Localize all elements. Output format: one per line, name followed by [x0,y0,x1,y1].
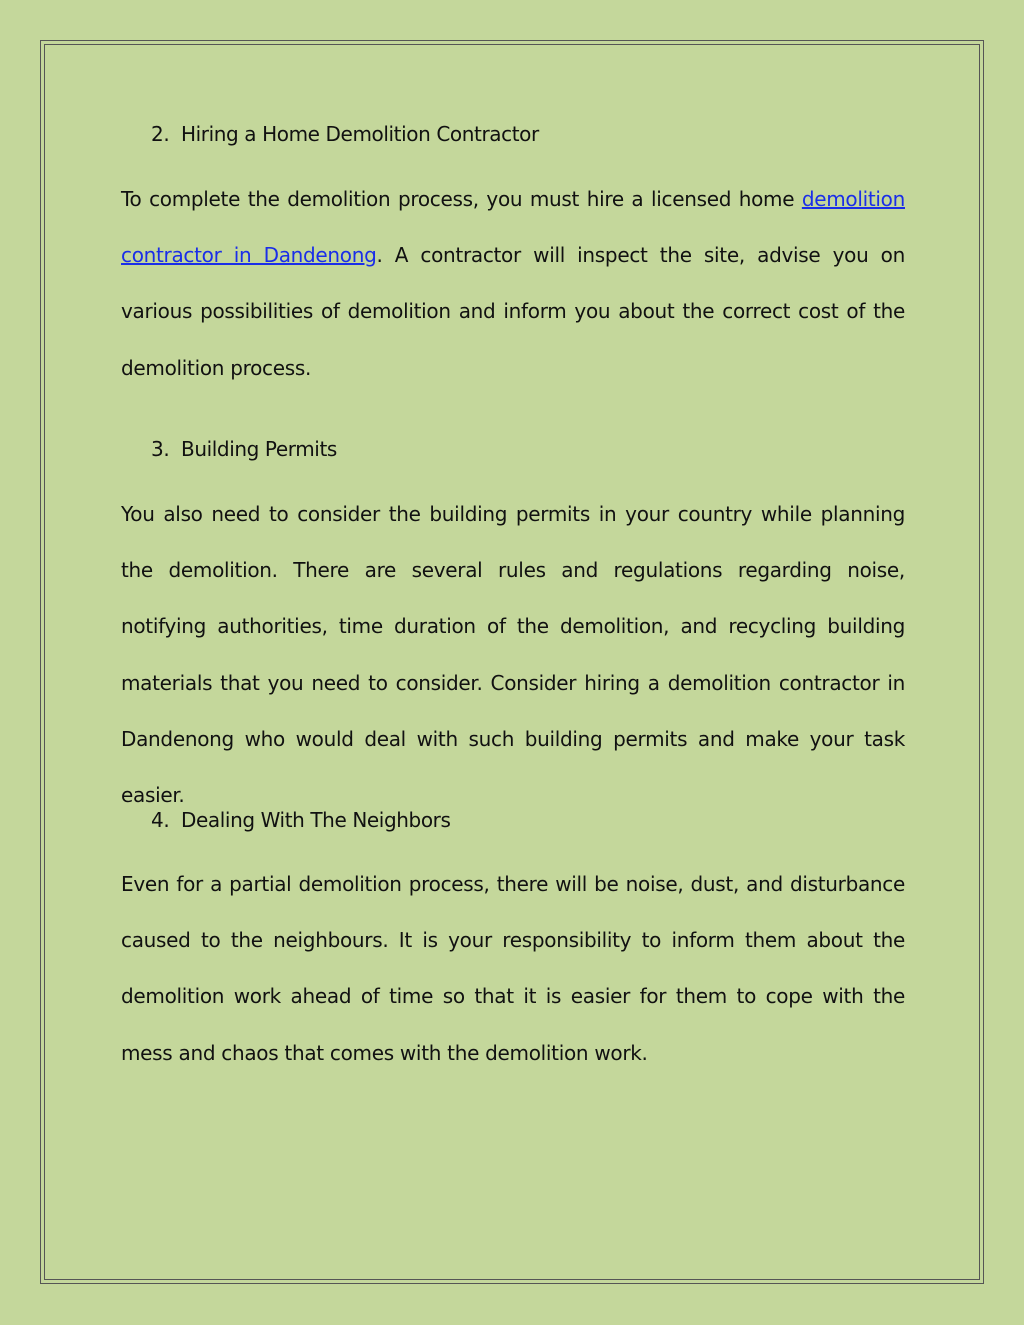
section-title: Hiring a Home Demolition Contractor [181,122,539,146]
paragraph-text: To complete the demolition process, you must hire a licensed home [121,187,802,211]
section-paragraph-hiring-contractor [121,171,905,396]
section-heading-neighbors [151,808,451,832]
section-paragraph-building-permits: You also need to consider the building permits in your country while planning the demolition. There are several rules and regulations regarding noise, notifying authorities, time duration of the demolition, and recycling building materials that you need to consider. Consider hiring a demolition contractor in Dandenong who would deal with such building permits and make your task easier. [121,502,905,808]
section-paragraph-neighbors: Even for a partial demolition process, there will be noise, dust, and disturbance caused to the neighbours. It is your responsibility to inform them about the demolition work ahead of time so that it is easier for them to cope with the mess and chaos that comes with the demolition work. [121,872,905,1065]
section-heading-hiring-contractor [151,122,539,146]
demolition-contractor-link[interactable]: demolition contractor in Dandenong [121,187,905,268]
paragraph-text: . A contractor will inspect the site, advise you on various possibilities of demolition and inform you about the correct cost of the demolition process. [121,243,905,380]
section-title: Building Permits [181,437,337,461]
section-title: Dealing With The Neighbors [181,808,451,832]
section-number: 2. [151,122,170,146]
section-number: 4. [151,808,170,832]
section-heading-building-permits [151,437,337,461]
section-number: 3. [151,437,170,461]
